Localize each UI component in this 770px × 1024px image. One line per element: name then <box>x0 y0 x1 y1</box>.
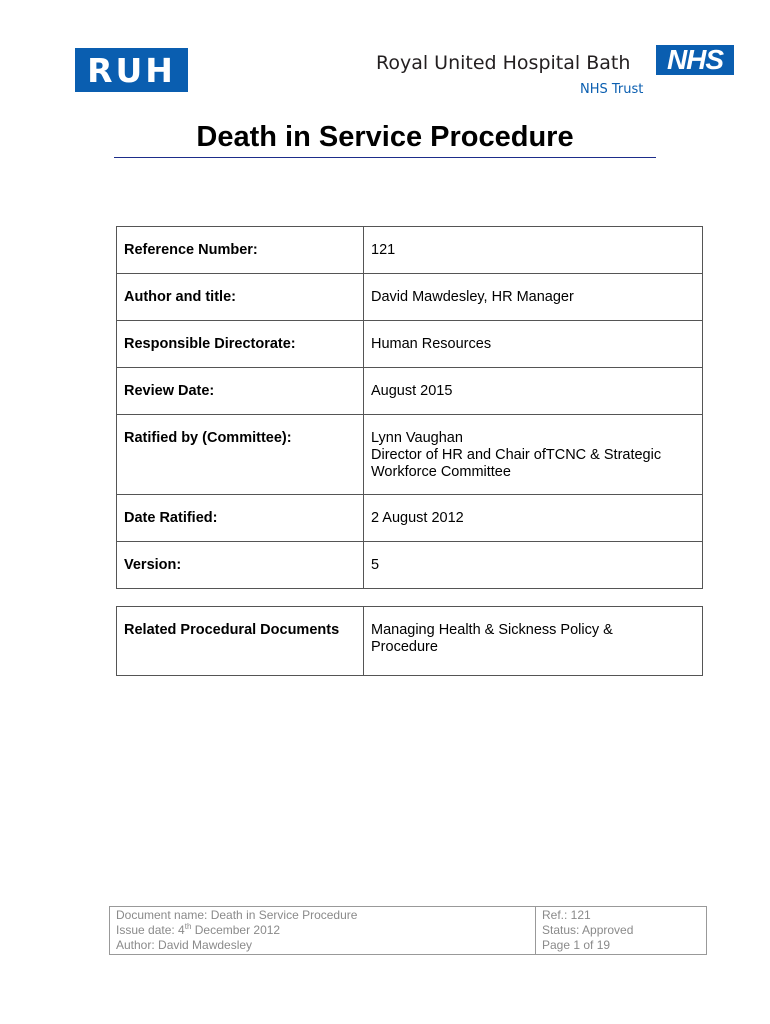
review-date-label: Review Date: <box>117 368 364 415</box>
ratified-by-label: Ratified by (Committee): <box>117 415 364 495</box>
footer-issue-date <box>116 923 529 938</box>
ratified-by-title: Director of HR and Chair ofTCNC & Strategic <box>371 447 662 463</box>
issue-date-prefix: Issue date: 4 <box>116 923 185 937</box>
table-row <box>117 495 703 542</box>
document-title: Death in Service Procedure <box>196 121 574 153</box>
related-documents-label: Related Procedural Documents <box>117 607 364 676</box>
ratified-by-name: Lynn Vaughan <box>371 430 463 446</box>
related-document-line: Managing Health & Sickness Policy & <box>371 622 613 638</box>
date-ratified-value: 2 August 2012 <box>364 495 703 542</box>
footer-left <box>110 907 536 955</box>
issue-date-suffix: December 2012 <box>191 923 281 937</box>
reference-number-value: 121 <box>364 227 703 274</box>
related-documents-table <box>116 606 703 676</box>
table-row <box>117 368 703 415</box>
author-value: David Mawdesley, HR Manager <box>364 274 703 321</box>
version-label: Version: <box>117 542 364 589</box>
footer-document-name: Document name: Death in Service Procedure <box>116 908 358 922</box>
nhs-logo: NHS <box>656 45 734 75</box>
nhs-trust-label: NHS Trust <box>580 82 644 97</box>
document-metadata-table <box>116 226 703 589</box>
directorate-value: Human Resources <box>364 321 703 368</box>
related-documents-value <box>364 607 703 676</box>
footer-page-number: Page 1 of 19 <box>542 938 611 952</box>
issue-date-ordinal: th <box>184 922 192 931</box>
table-row <box>117 227 703 274</box>
reference-number-label: Reference Number: <box>117 227 364 274</box>
date-ratified-label: Date Ratified: <box>117 495 364 542</box>
ratified-by-value <box>364 415 703 495</box>
hospital-name: Royal United Hospital Bath <box>376 52 631 74</box>
table-row <box>117 321 703 368</box>
footer-status: Status: Approved <box>542 923 634 937</box>
footer-ref: Ref.: 121 <box>542 908 591 922</box>
footer-right <box>536 907 707 955</box>
version-value: 5 <box>364 542 703 589</box>
table-row <box>117 274 703 321</box>
ruh-logo: RUH <box>75 48 188 92</box>
document-footer <box>109 906 707 955</box>
author-label: Author and title: <box>117 274 364 321</box>
table-row <box>117 415 703 495</box>
review-date-value: August 2015 <box>364 368 703 415</box>
table-row <box>110 907 707 955</box>
related-document-line: Procedure <box>371 639 438 655</box>
table-row <box>117 542 703 589</box>
directorate-label: Responsible Directorate: <box>117 321 364 368</box>
ratified-by-committee: Workforce Committee <box>371 464 511 480</box>
table-row <box>117 607 703 676</box>
title-underline <box>114 157 656 158</box>
footer-author: Author: David Mawdesley <box>116 938 253 952</box>
